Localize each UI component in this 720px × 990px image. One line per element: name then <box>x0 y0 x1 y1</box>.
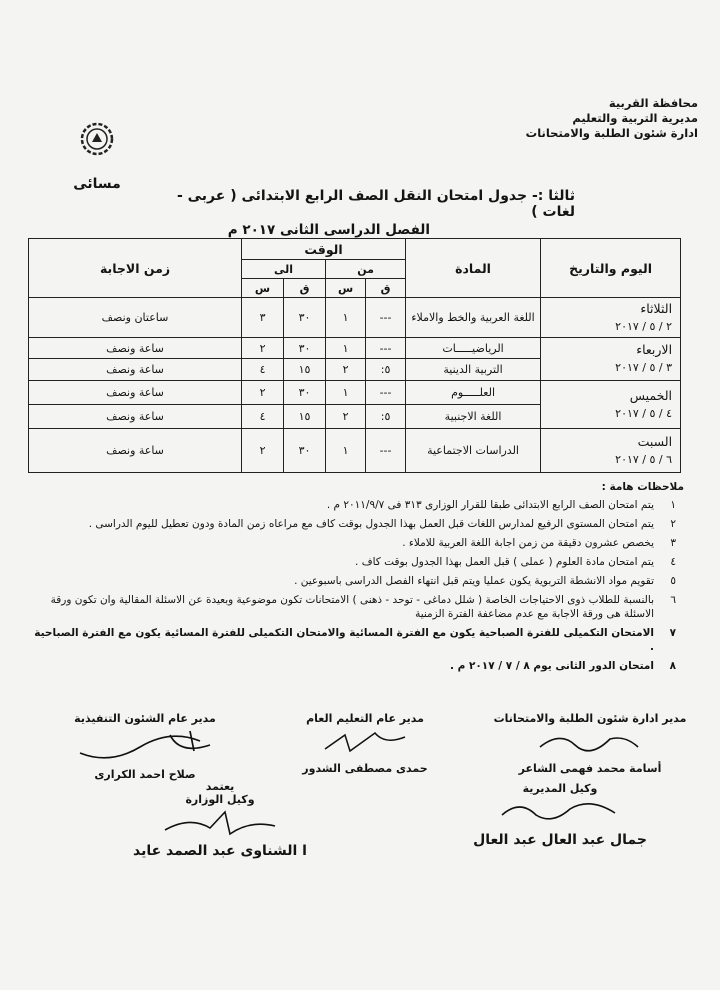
duration-cell: ساعة ونصف <box>29 381 242 405</box>
day-date: ٦ / ٥ / ٢٠١٧ <box>615 452 673 466</box>
header-to: الى <box>242 260 326 279</box>
subject-cell: الرياضيـــــات <box>406 338 541 359</box>
handwritten-signature-icon <box>490 795 630 829</box>
signer-name: جمال عبد العال عبد العال <box>473 832 647 848</box>
note-number: ٢ <box>670 518 676 530</box>
subject-cell: اللغة الاجنبية <box>406 405 541 429</box>
governorate-label: محافظة القربية <box>608 96 698 110</box>
to-q-cell: ١٥ <box>284 359 326 381</box>
from-q-cell: --- <box>366 298 406 338</box>
header-time: الوقت <box>242 239 406 260</box>
note-item <box>34 593 684 621</box>
duration-cell: ساعة ونصف <box>29 338 242 359</box>
from-q-cell: ٥: <box>366 405 406 429</box>
document-header <box>526 96 698 141</box>
handwritten-signature-icon <box>530 725 650 759</box>
to-q-cell: ٣٠ <box>284 429 326 473</box>
signature-directorate-deputy <box>460 782 660 848</box>
from-q-cell: --- <box>366 429 406 473</box>
handwritten-signature-icon <box>70 725 220 765</box>
note-item <box>34 659 684 673</box>
note-text: تقويم مواد الانشطة التربوية يكون عمليا ويتم قبل انتهاء الفصل الدراسى باسبوعين . <box>294 575 654 587</box>
day-cell <box>541 338 681 381</box>
signer-name: أسامة محمد فهمى الشاعر <box>518 762 662 775</box>
notes-section <box>34 480 684 678</box>
day-date: ٣ / ٥ / ٢٠١٧ <box>615 361 673 374</box>
to-q-cell: ٣٠ <box>284 298 326 338</box>
header-day-date: اليوم والتاريخ <box>541 239 681 298</box>
from-s-cell: ١ <box>326 381 366 405</box>
signer-role: مدير عام الشئون التنفيذية <box>74 712 216 725</box>
header-duration: زمن الاجابة <box>29 239 242 298</box>
note-text: الامتحان التكميلى للفترة الصباحية يكون مع الفترة المسائية والامتحان التكميلى للفترة المسائية يكون مع الفترة الصباحية . <box>34 627 654 653</box>
signature-executive-affairs <box>50 712 240 781</box>
note-item <box>34 555 684 569</box>
signature-general-education <box>280 712 450 775</box>
note-item <box>34 517 684 531</box>
from-s-cell: ٢ <box>326 405 366 429</box>
duration-cell: ساعتان ونصف <box>29 298 242 338</box>
header-subject: المادة <box>406 239 541 298</box>
note-text: يخصص عشرون دقيقة من زمن اجابة اللغة العربية للاملاء . <box>402 537 654 549</box>
from-s-cell: ١ <box>326 298 366 338</box>
logo-block <box>52 118 142 192</box>
day-name: السبت <box>637 433 673 449</box>
note-text: امتحان الدور الثانى يوم ٨ / ٧ / ٢٠١٧ م . <box>449 660 654 672</box>
note-item <box>34 626 684 654</box>
day-name: الاربعاء <box>636 342 673 357</box>
signature-ministry-deputy <box>110 780 330 859</box>
to-s-cell: ٤ <box>242 359 284 381</box>
to-q-cell: ١٥ <box>284 405 326 429</box>
header-to-s: س <box>242 279 284 298</box>
handwritten-signature-icon <box>305 725 425 759</box>
day-name: الخميس <box>629 387 673 403</box>
note-number: ٧ <box>669 627 676 639</box>
day-name: الثلاثاء <box>640 300 673 316</box>
table-header-row <box>29 239 681 260</box>
header-from-q: ق <box>366 279 406 298</box>
table-row <box>29 298 681 338</box>
from-q-cell: ٥: <box>366 359 406 381</box>
duration-cell: ساعة ونصف <box>29 429 242 473</box>
signer-role: وكيل المديرية <box>522 782 598 795</box>
header-from-s: س <box>326 279 366 298</box>
to-q-cell: ٣٠ <box>284 381 326 405</box>
approval-label: يعتمد <box>205 780 235 793</box>
signature-student-affairs <box>490 712 690 775</box>
signer-name: صلاح احمد الكرارى <box>94 768 196 781</box>
exam-schedule-table <box>28 238 681 473</box>
handwritten-signature-icon <box>150 806 290 840</box>
note-item <box>34 574 684 588</box>
to-s-cell: ٤ <box>242 405 284 429</box>
to-s-cell: ٢ <box>242 381 284 405</box>
to-s-cell: ٢ <box>242 338 284 359</box>
note-item <box>34 536 684 550</box>
day-cell <box>541 429 681 473</box>
note-number: ٥ <box>670 575 676 587</box>
from-s-cell: ١ <box>326 338 366 359</box>
signer-name: ا الشناوى عبد الصمد عايد <box>133 843 307 859</box>
department-label: ادارة شئون الطلبة والامتحانات <box>525 126 698 140</box>
page-title: ثالثا :- جدول امتحان النقل الصف الرابع الابتدائى ( عربى - لغات ) <box>176 188 575 220</box>
signer-name: حمدى مصطفى الشدور <box>302 762 428 775</box>
table-row <box>29 381 681 405</box>
from-s-cell: ١ <box>326 429 366 473</box>
subject-cell: العلـــــوم <box>406 381 541 405</box>
directorate-label: مديرية التربية والتعليم <box>572 111 698 125</box>
duration-cell: ساعة ونصف <box>29 359 242 381</box>
gear-logo-icon <box>76 118 118 160</box>
note-number: ١ <box>670 499 676 511</box>
header-from: من <box>326 260 406 279</box>
notes-heading: ملاحظات هامة : <box>601 481 684 493</box>
note-text: يتم امتحان المستوى الرفيع لمدارس اللغات قبل العمل بهذا الجدول بوقت كاف مع مراعاه زمن المادة ودون تعطيل لليوم الدراسى . <box>88 518 654 530</box>
to-q-cell: ٣٠ <box>284 338 326 359</box>
day-cell <box>541 298 681 338</box>
day-cell <box>541 381 681 429</box>
page-subtitle: الفصل الدراسى الثانى ٢٠١٧ م <box>227 222 430 238</box>
subject-cell: اللغة العربية والخط والاملاء <box>406 298 541 338</box>
from-q-cell: --- <box>366 381 406 405</box>
subject-cell: التربية الدينية <box>406 359 541 381</box>
signer-role: مدير عام التعليم العام <box>306 712 424 725</box>
day-date: ٤ / ٥ / ٢٠١٧ <box>615 406 673 420</box>
signer-role: وكيل الوزارة <box>185 793 255 806</box>
to-s-cell: ٢ <box>242 429 284 473</box>
note-number: ٨ <box>669 660 676 672</box>
signer-role: مدير ادارة شئون الطلبة والامتحانات <box>493 712 687 725</box>
note-text: بالنسبة للطلاب ذوى الاحتياجات الخاصة ( شلل دماغى - توحد - ذهنى ) الامتحانات تكون موضوعية وبعيدة عن الاسئلة المقالية وان تكون ورقة الاسئلة هى ورقة الاجابة مع عدم مضاعفة الفترة الزمنية <box>50 594 654 620</box>
header-to-q: ق <box>284 279 326 298</box>
note-text: يتم امتحان مادة العلوم ( عملى ) قبل العمل بهذا الجدول بوقت كاف . <box>355 556 654 568</box>
note-number: ٤ <box>670 556 676 568</box>
from-q-cell: --- <box>366 338 406 359</box>
note-text: يتم امتحان الصف الرابع الابتدائى طبقا للقرار الوزارى ٣١٣ فى ٢٠١١/٩/٧ م . <box>326 499 654 511</box>
subject-cell: الدراسات الاجتماعية <box>406 429 541 473</box>
day-date: ٢ / ٥ / ٢٠١٧ <box>615 319 673 333</box>
note-item <box>34 498 684 512</box>
table-row <box>29 338 681 359</box>
shift-label: مسائى <box>73 176 121 192</box>
duration-cell: ساعة ونصف <box>29 405 242 429</box>
from-s-cell: ٢ <box>326 359 366 381</box>
table-row <box>29 429 681 473</box>
note-number: ٦ <box>670 594 676 606</box>
to-s-cell: ٣ <box>242 298 284 338</box>
note-number: ٣ <box>670 537 676 549</box>
